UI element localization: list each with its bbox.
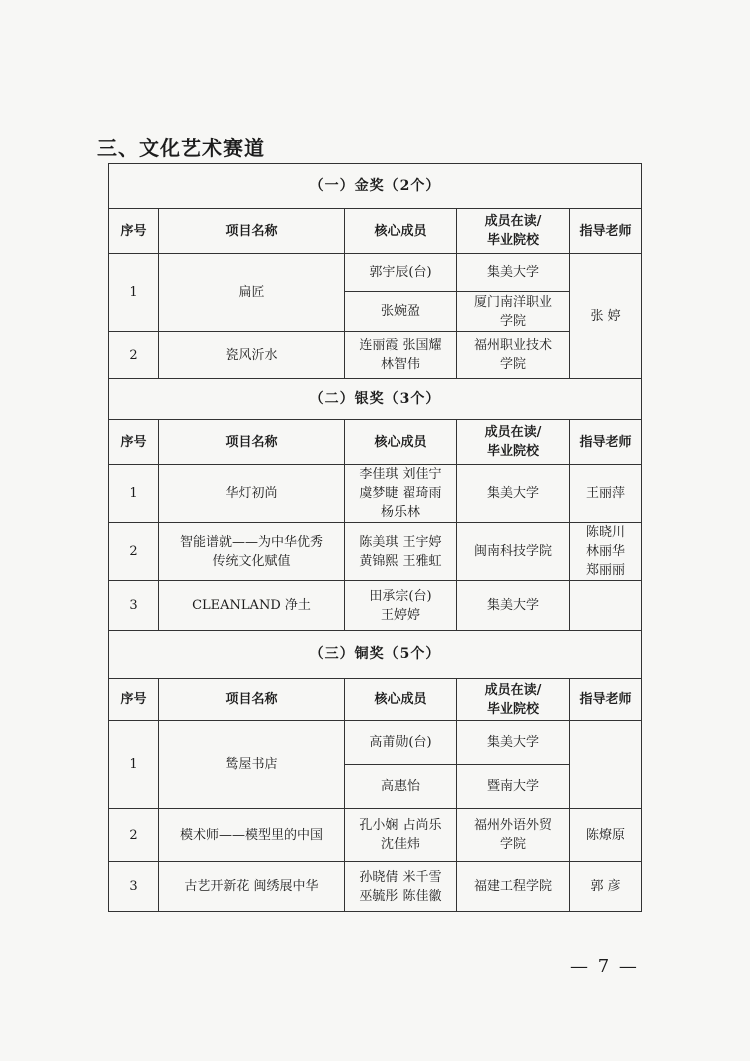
member-cell: 李佳琪 刘佳宁 虞梦睫 翟琦雨 杨乐林 [345,465,457,523]
col-header-no: 序号 [109,679,159,721]
member-cell: 连丽霞 张国耀 林智伟 [345,332,457,379]
school-cell: 集美大学 [457,581,570,631]
section-heading: 三、文化艺术赛道 [97,136,265,160]
project-name: 古艺开新花 闽绣展中华 [159,862,345,912]
school-cell: 厦门南洋职业 学院 [457,292,570,332]
school-cell: 福州职业技术 学院 [457,332,570,379]
table-row [109,581,642,631]
col-header-members: 核心成员 [345,209,457,254]
project-name: 鸶屋书店 [159,721,345,809]
table-row [109,809,642,862]
school-cell: 集美大学 [457,254,570,292]
col-header-advisor: 指导老师 [570,209,642,254]
row-no: 3 [109,862,159,912]
project-name: 智能谱就——为中华优秀 传统文化赋值 [159,523,345,581]
school-cell: 闽南科技学院 [457,523,570,581]
col-header-advisor: 指导老师 [570,420,642,465]
col-header-members: 核心成员 [345,420,457,465]
row-no: 1 [109,254,159,332]
row-no: 1 [109,465,159,523]
section-title-bronze: （三）铜奖（5个） [109,631,642,679]
advisor-cell: 王丽萍 [570,465,642,523]
member-cell: 张婉盈 [345,292,457,332]
advisor-cell: 郭 彦 [570,862,642,912]
member-cell: 田承宗(台) 王婷婷 [345,581,457,631]
col-header-project: 项目名称 [159,420,345,465]
row-no: 3 [109,581,159,631]
row-no: 1 [109,721,159,809]
table-row [109,254,642,292]
row-no: 2 [109,523,159,581]
project-name: CLEANLAND 净土 [159,581,345,631]
advisor-cell: 张 婷 [570,254,642,379]
col-header-school: 成员在读/ 毕业院校 [457,679,570,721]
table-row [109,721,642,765]
col-header-project: 项目名称 [159,679,345,721]
school-cell: 暨南大学 [457,765,570,809]
col-header-no: 序号 [109,420,159,465]
table-row [109,465,642,523]
advisor-cell [570,721,642,809]
col-header-members: 核心成员 [345,679,457,721]
project-name: 瓷风沂水 [159,332,345,379]
member-cell: 孔小娴 占尚乐 沈佳炜 [345,809,457,862]
col-header-school: 成员在读/ 毕业院校 [457,420,570,465]
header-row [109,209,642,254]
advisor-cell: 陈晓川 林丽华 郑丽丽 [570,523,642,581]
table-row [109,523,642,581]
section-title-gold: （一）金奖（2个） [109,164,642,209]
page-number: — 7 — [570,956,639,977]
member-cell: 高惠怡 [345,765,457,809]
header-row [109,679,642,721]
col-header-school: 成员在读/ 毕业院校 [457,209,570,254]
section-row-silver [109,379,642,420]
section-row-bronze [109,631,642,679]
table-row [109,332,642,379]
school-cell: 集美大学 [457,465,570,523]
project-name: 华灯初尚 [159,465,345,523]
advisor-cell: 陈燎原 [570,809,642,862]
project-name: 扁匠 [159,254,345,332]
advisor-cell [570,581,642,631]
member-cell: 孙晓倩 米千雪 巫毓彤 陈佳徽 [345,862,457,912]
member-cell: 高莆勋(台) [345,721,457,765]
table-row [109,862,642,912]
col-header-project: 项目名称 [159,209,345,254]
school-cell: 福州外语外贸 学院 [457,809,570,862]
col-header-no: 序号 [109,209,159,254]
member-cell: 郭宇辰(台) [345,254,457,292]
school-cell: 福建工程学院 [457,862,570,912]
col-header-advisor: 指导老师 [570,679,642,721]
award-table [108,163,642,912]
section-title-silver: （二）银奖（3个） [109,379,642,420]
row-no: 2 [109,332,159,379]
school-cell: 集美大学 [457,721,570,765]
row-no: 2 [109,809,159,862]
section-row-gold [109,164,642,209]
member-cell: 陈美琪 王宇婷 黄锦熙 王雅虹 [345,523,457,581]
project-name: 模术师——模型里的中国 [159,809,345,862]
header-row [109,420,642,465]
